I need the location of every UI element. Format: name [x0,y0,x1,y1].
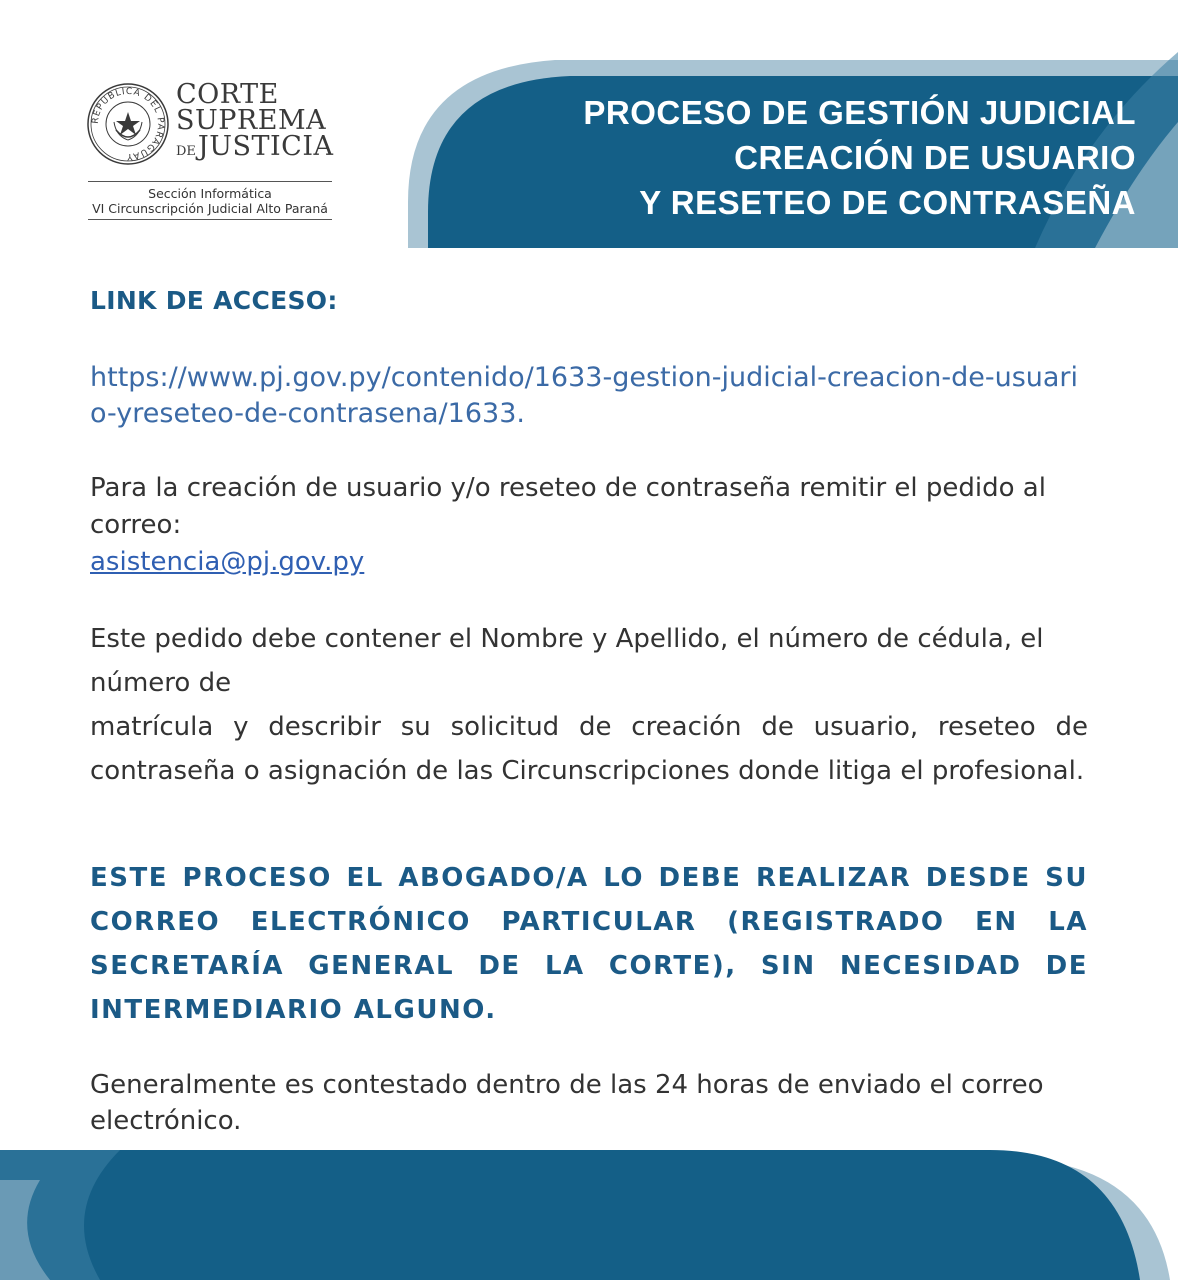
access-heading: LINK DE ACCESO: [90,286,338,315]
court-name-prefix: DE [176,144,196,159]
lawyer-notice: ESTE PROCESO EL ABOGADO/A LO DEBE REALIZAR DESDE SU CORREO ELECTRÓNICO PARTICULAR (REGISTRADO EN LA SECRETARÍA GENERAL DE LA CORTE), SIN NECESIDAD DE INTERMEDIARIO ALGUNO. [90,863,1088,1025]
header-title-line2: CREACIÓN DE USUARIO [734,139,1136,176]
response-time-text: Generalmente es contestado dentro de las 24 horas de enviado el correo electrónico. [90,1070,1044,1136]
seal-text: REPUBLICA DEL PARAGUAY [90,86,166,162]
footer-banner [0,1150,1178,1280]
court-name-line2: SUPREMA [176,105,327,136]
logo-divider-top [88,181,332,182]
access-url-link[interactable]: https://www.pj.gov.py/contenido/1633-gestion-judicial-creacion-de-usuario-yreseteo-de-contrasena/1633. [90,362,1079,429]
header-title [583,90,1136,225]
requirements-head: Este pedido debe contener el Nombre y Apellido, el número de cédula, el número de [90,624,1044,698]
court-name-line3 [176,131,334,165]
header-title-line1: PROCESO DE GESTIÓN JUDICIAL [583,94,1136,131]
court-name-line1: CORTE [176,79,279,110]
request-text: Para la creación de usuario y/o reseteo de contraseña remitir el pedido al correo: [90,473,1046,540]
requirements-body: matrícula y describir su solicitud de creación de usuario, reseteo de contraseña o asignación de las Circunscripciones donde litiga el profesional. [90,712,1088,786]
header-title-line3: Y RESETEO DE CONTRASEÑA [639,184,1136,221]
logo-divider-bottom [88,219,332,220]
request-paragraph [90,470,1088,581]
support-email-link[interactable]: asistencia@pj.gov.py [90,547,365,577]
circumscription-name: VI Circunscripción Judicial Alto Paraná [92,201,328,216]
court-logo [84,80,336,225]
national-seal-icon [86,82,170,166]
section-name: Sección Informática [148,186,272,201]
court-name [176,79,334,165]
requirements-paragraph [90,617,1088,793]
court-name-justicia: JUSTICIA [197,131,334,162]
